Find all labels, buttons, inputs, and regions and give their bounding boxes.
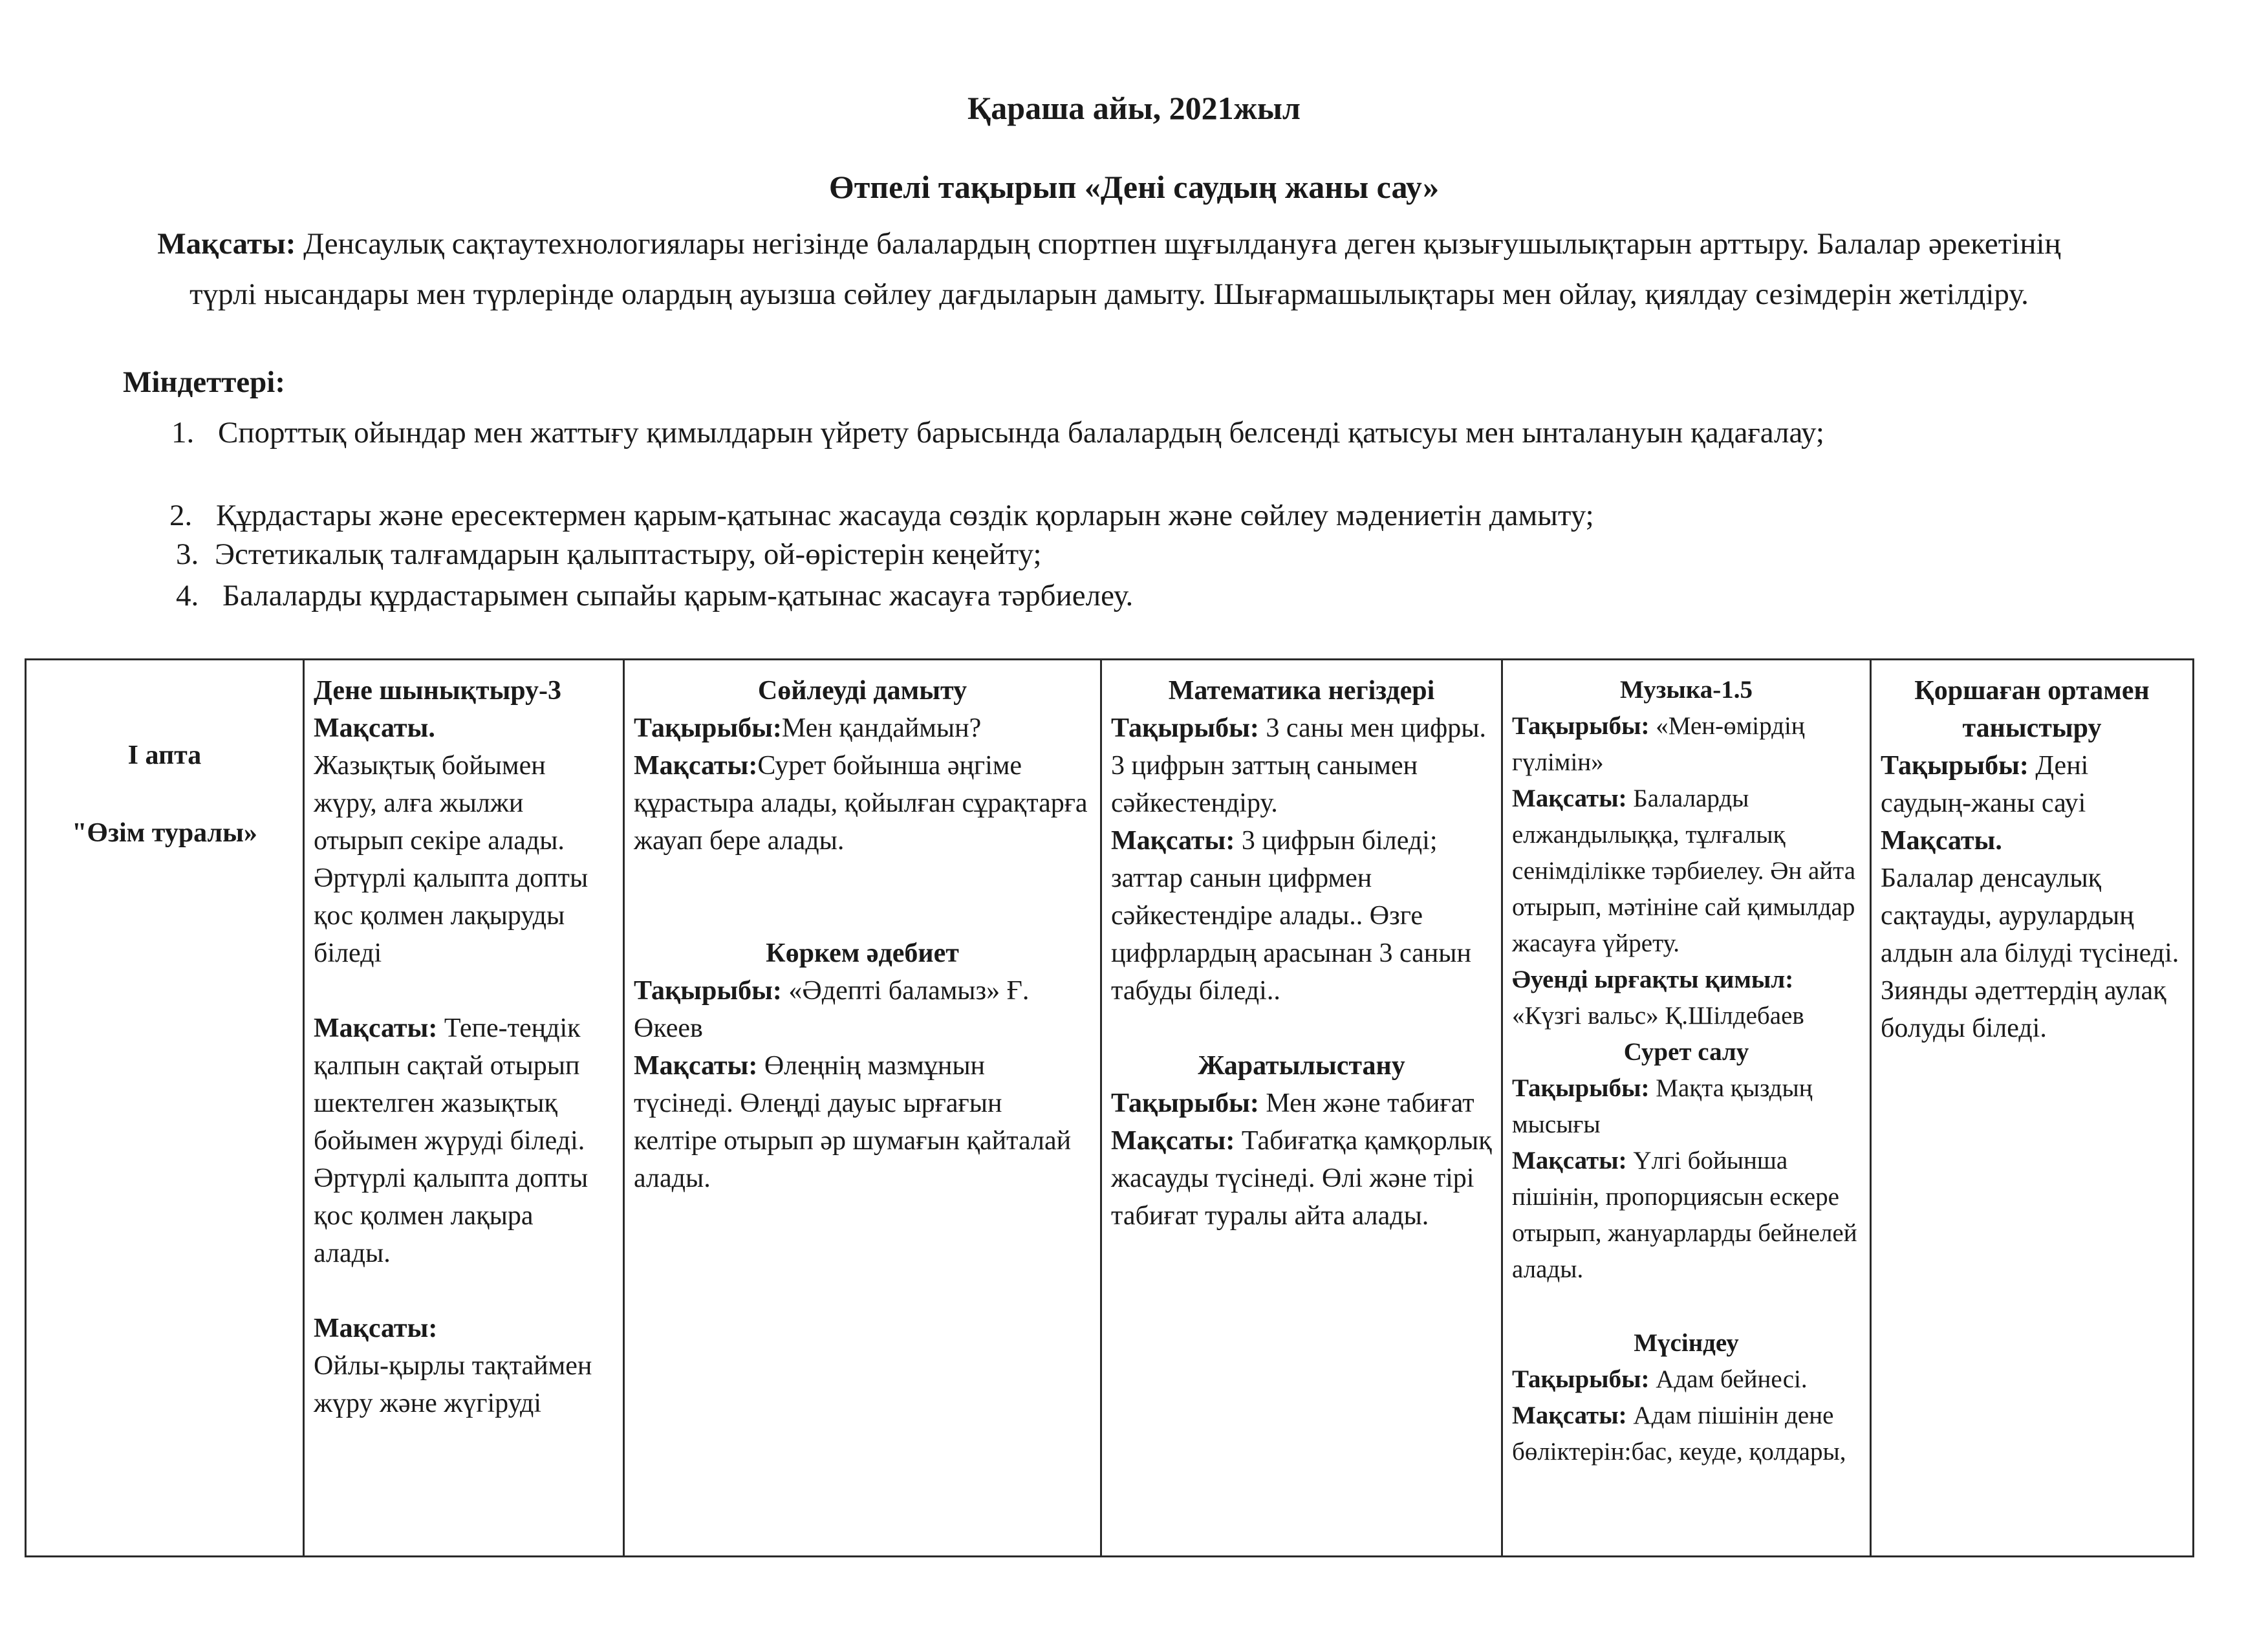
task-number: 4. [176, 579, 199, 612]
math-science-cell [1101, 660, 1502, 1557]
subject-title: Мүсіндеу [1634, 1329, 1739, 1357]
topic-label: Тақырыбы: [634, 713, 782, 743]
topic-label: Тақырыбы: [1881, 751, 2029, 781]
topic-label: Тақырыбы: [1111, 1088, 1259, 1118]
topic-label: Тақырыбы: [1111, 713, 1259, 743]
topic-text: «Мен-өмірдің гүлімін» [1512, 712, 1805, 776]
environment-cell [1871, 660, 2194, 1557]
goal-label: Мақсаты: [1111, 1126, 1235, 1156]
goal-text: Тепе-теңдік қалпын сақтай отырып шектелген жазықтық бойымен жүруді біледі. Әртүрлі қалыпта допты қос қолмен лақыра алады. [314, 1013, 589, 1268]
goal-label: Мақсаты: [1512, 785, 1627, 812]
dance-label: Әуенді ырғақты қимыл: [1512, 966, 1794, 993]
goal-text: Ойлы-қырлы тақтаймен жүру және жүгіруді [314, 1351, 592, 1418]
topic-text: Мақта қыздың мысығы [1512, 1074, 1813, 1138]
dance-text: «Күзгі вальс» Қ.Шілдебаев [1512, 1002, 1804, 1030]
subject-title: Көркем әдебиет [766, 938, 959, 968]
task-item [171, 414, 2086, 451]
goal-label: Мақсаты: [1512, 1402, 1627, 1429]
topic-text: Адам бейнесі. [1656, 1365, 1808, 1393]
goal-label: Мақсаты: [634, 1051, 758, 1081]
week-theme: "Өзім туралы» [72, 818, 257, 848]
lesson-plan-table [25, 658, 2194, 1557]
subject-title: Музыка-1.5 [1619, 676, 1753, 704]
physical-education-cell [304, 660, 624, 1557]
topic-text: «Әдепті баламыз» Ғ. Өкеев [634, 976, 1030, 1043]
topic-text: 3 саны мен цифры. 3 цифрын заттың санымен сәйкестендіру. [1111, 713, 1486, 818]
topic-label: Тақырыбы: [1512, 1365, 1650, 1393]
goal-text: 3 цифрын біледі; заттар санын цифрмен сәйкестендіре алады.. Өзге цифрлардың арасынан 3 санын табуды біледі.. [1111, 826, 1471, 1006]
goal-text: Денсаулық сақтаутехнологиялары негізінде балалардың спортпен шұғылдануға деген қызығушылықтарын арттыру. Балалар әрекетінің түрлі нысандары мен түрлерінде олардың ауызша сөйлеу дағдыларын дамыту. Шығармашылықтары мен ойлау, қиялдау сезімдерін жетілдіру. [189, 227, 2061, 311]
topic-label: Тақырыбы: [1512, 712, 1650, 740]
subject-title: Дене шынықтыру-3 [314, 676, 562, 706]
task-text: Эстетикалық талғамдарын қалыптастыру, ой-өрістерін кеңейту; [215, 537, 1042, 571]
music-art-cell [1502, 660, 1871, 1557]
goal-text: Табиғатқа қамқорлық жасауды түсінеді. Өлі және тірі табиғат туралы айта алады. [1111, 1126, 1492, 1231]
goal-label: Мақсаты. [314, 713, 435, 743]
goal-label: Мақсаты: [314, 1314, 438, 1343]
goal-text: Үлгі бойынша пішінін, пропорциясын ескере отырып, жануарларды бейнелей алады. [1512, 1147, 1857, 1283]
goal-label: Мақсаты: [1111, 826, 1235, 856]
task-text: Балаларды құрдастарымен сыпайы қарым-қатынас жасауға тәрбиелеу. [222, 579, 1134, 612]
subject-title: Жаратылыстану [1198, 1051, 1405, 1081]
tasks-heading: Міндеттері: [123, 365, 286, 399]
topic-label: Тақырыбы: [1512, 1074, 1650, 1102]
page-title: Қараша айы, 2021жыл [967, 90, 1301, 126]
goal-label: Мақсаты. [1881, 826, 2002, 856]
task-text: Құрдастары және ересектермен қарым-қатынас жасауда сөздік қорларын және сөйлеу мәдениетін дамыту; [216, 499, 1594, 532]
goal-label: Мақсаты: [157, 227, 296, 261]
topic-text: Мен және табиғат [1266, 1088, 1474, 1118]
table-row [26, 660, 2194, 1557]
week-number: І апта [127, 741, 202, 770]
speech-literature-cell [624, 660, 1101, 1557]
goal-label: Мақсаты: [634, 751, 758, 781]
topic-text: Дені саудың-жаны сауі [1881, 751, 2089, 818]
goal-label: Мақсаты: [1512, 1147, 1627, 1175]
goal-label: Мақсаты: [314, 1013, 438, 1043]
goal-text: Сурет бойынша әңгіме құрастыра алады, қойылған сұрақтарға жауап бере алады. [634, 751, 1088, 856]
subject-title: Сөйлеуді дамыту [757, 676, 967, 706]
task-item [176, 536, 2051, 573]
goal-paragraph [126, 219, 2092, 319]
task-item [169, 497, 2110, 534]
topic-label: Тақырыбы: [634, 976, 782, 1006]
task-item [176, 577, 2051, 614]
goal-text: Адам пішінін дене бөліктерін:бас, кеуде, қолдары, [1512, 1402, 1846, 1466]
task-number: 2. [169, 499, 193, 532]
topic-text: Мен қандаймын? [781, 713, 982, 743]
task-number: 3. [176, 537, 199, 571]
task-text: Спорттық ойындар мен жаттығу қимылдарын үйрету барысында балалардың белсенді қатысуы мен ынталануын қадағалау; [218, 416, 1824, 449]
subject-title: Математика негіздері [1168, 676, 1435, 706]
goal-text: Өлеңнің мазмұнын түсінеді. Өлеңді дауыс ырғағын келтіре отырып әр шумағын қайталай алады. [634, 1051, 1072, 1193]
subject-title: Сурет салу [1623, 1038, 1749, 1066]
task-number: 1. [171, 416, 195, 449]
page-subtitle: Өтпелі тақырып «Дені саудың жаны сау» [828, 169, 1440, 205]
goal-text: Жазықтық бойымен жүру, алға жылжи отырып секіре алады. Әртүрлі қалыпта допты қос қолмен лақыруды біледі [314, 751, 589, 968]
subject-title: Қоршаған ортамен таныстыру [1914, 676, 2150, 743]
goal-text: Балалар денсаулық сақтауды, аурулардың алдын ала білуді түсінеді. Зиянды әдеттердің аулақ болуды біледі. [1881, 863, 2179, 1043]
goal-text: Балаларды елжандылыққа, тұлғалық сенімділікке тәрбиелеу. Ән айта отырып, мәтініне сай қимылдар жасауға үйрету. [1512, 785, 1856, 957]
week-cell [26, 660, 304, 1557]
